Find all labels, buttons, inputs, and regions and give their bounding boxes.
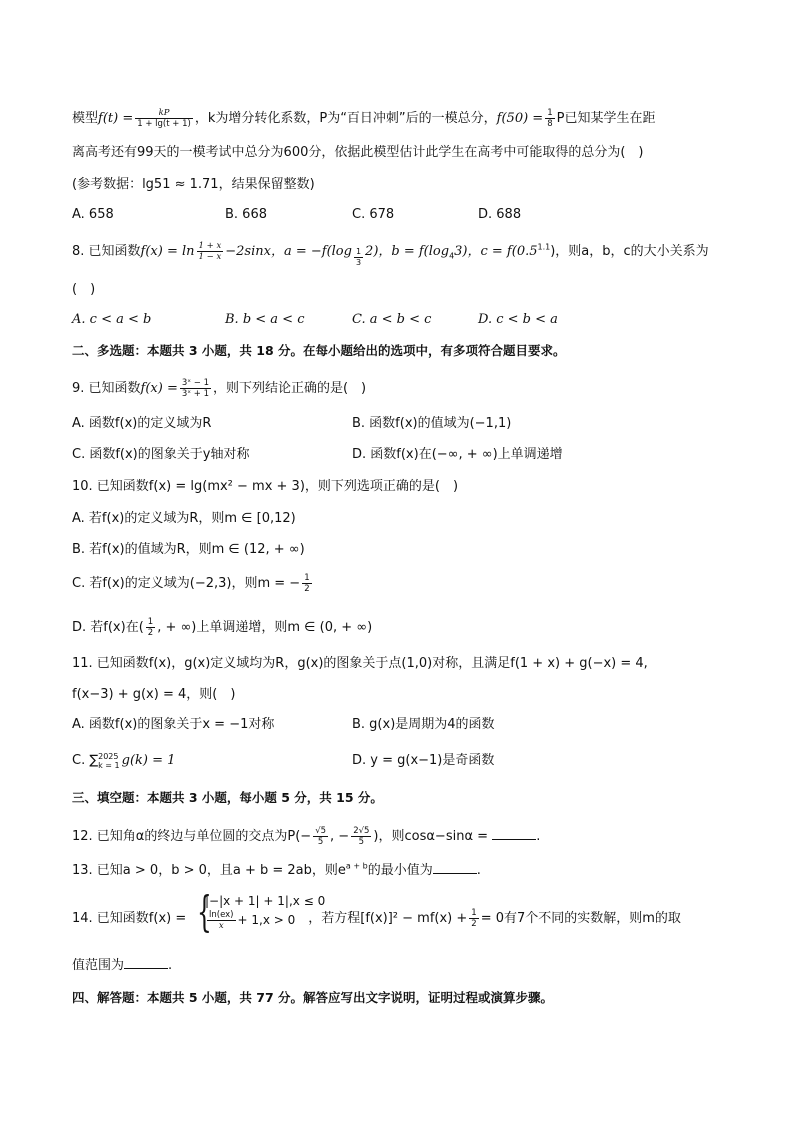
q9-option-d: D. 函数f(x)在(−∞, + ∞)上单调递增 — [352, 447, 563, 462]
q7-option-c: C. 678 — [352, 207, 395, 222]
q11-option-b: B. g(x)是周期为4的函数 — [352, 717, 495, 732]
q7-one-eighth: $\frac{1}{8}$ — [547, 108, 553, 129]
q9-option-a: A. 函数f(x)的定义域为R — [72, 416, 212, 431]
q8-stem: 8. 已知函数f(x) = ln $\frac{1 + x}{1 - x}$ −2sinx，a = −f(log $\frac{1}{3}$ 2)，$b = f(\log_43)$，$c = f(0.5^{1.1})$，则a，b，c的大小关系为 — [72, 241, 709, 267]
q13-answer-blank[interactable] — [433, 861, 477, 874]
q13-stem: 13. 已知a > 0，b > 0，且a + b = 2ab，则$e^{a + b}$的最小值为 . — [72, 861, 481, 878]
piecewise-brace: { — [197, 887, 212, 936]
q10-stem: 10. 已知函数f(x) = lg(mx² − mx + 3)，则下列选项正确的是( ) — [72, 479, 459, 494]
q11-option-c: C. ∑ 2025 k = 1 g(k) = 1 — [72, 751, 176, 770]
q8-fraction: $\frac{1 + x}{1 - x}$ — [198, 241, 222, 262]
q9-option-c: C. 函数f(x)的图象关于y轴对称 — [72, 447, 250, 462]
q14-stem: 14. 已知函数f(x) = ，若方程[f(x)]² − mf(x) + $\frac{1}{2}$ = 0有7个不同的实数解，则m的取 — [72, 908, 681, 929]
q14-line-2: 值范围为 . — [72, 958, 173, 973]
q8-option-b: B. b < a < c — [225, 312, 305, 327]
section-2-heading: 二、多选题：本题共 3 小题，共 18 分。在每小题给出的选项中，有多项符合题目要求。 — [72, 343, 566, 358]
q8-paren: ( ) — [72, 282, 96, 297]
q14-case-2: $\frac{\ln(ex)}{x}$ + 1,x > 0 — [209, 910, 296, 931]
q11-stem-2: f(x−3) + g(x) = 4，则( ) — [72, 687, 236, 702]
q14-half: $\frac{1}{2}$ — [471, 908, 477, 929]
q10-option-d: D. 若f(x)在( $\frac{1}{2}$ , + ∞)上单调递增，则m ∈ (0, + ∞) — [72, 617, 373, 638]
q7-option-a: A. 658 — [72, 207, 114, 222]
q12-answer-blank[interactable] — [492, 827, 536, 840]
q7-reference-data: (参考数据：lg51 ≈ 1.71，结果保留整数) — [72, 177, 315, 192]
section-3-heading: 三、填空题：本题共 3 小题，每小题 5 分，共 15 分。 — [72, 790, 383, 805]
q7-fraction: $\frac{kP}{1 + \lg(t + 1)}$ — [137, 108, 191, 129]
q7-option-b: B. 668 — [225, 207, 267, 222]
q12-frac-1: $\frac{√5}{5}$ — [315, 826, 327, 847]
q8-option-c: C. a < b < c — [352, 312, 432, 327]
q8-option-d: D. c < b < a — [478, 312, 558, 327]
q12-frac-2: $\frac{2√5}{5}$ — [353, 826, 370, 847]
q9-fraction: $\frac{\text{3ˣ − 1}}{\text{3ˣ + 1}}$ — [181, 378, 209, 399]
q11-stem-1: 11. 已知函数f(x)，g(x)定义域均为R，g(x)的图象关于点(1,0)对称，且满足f(1 + x) + g(−x) = 4, — [72, 656, 648, 671]
q8-option-a: A. c < a < b — [72, 312, 152, 327]
q7-line-2: 离高考还有99天的一模考试中总分为600分，依据此模型估计此学生在高考中可能取得的总分为( ) — [72, 145, 644, 160]
q10-option-b: B. 若f(x)的值域为R，则m ∈ (12, + ∞) — [72, 542, 305, 557]
q11-option-d: D. y = g(x−1)是奇函数 — [352, 753, 495, 768]
q9-option-b: B. 函数f(x)的值域为(−1,1) — [352, 416, 512, 431]
q12-stem: 12. 已知角α的终边与单位圆的交点为P(− $\frac{√5}{5}$ , − $\frac{2√5}{5}$ )，则cosα−sinα = . — [72, 826, 541, 847]
q14-case-1: |−|x + 1| + 1|,x ≤ 0 — [205, 894, 326, 908]
q10-c-fraction: $\frac{1}{2}$ — [304, 573, 310, 594]
q14-case-2-fraction: $\frac{\ln(ex)}{x}$ — [209, 910, 234, 931]
q8-log-base: $\frac{1}{3}$ — [355, 247, 362, 267]
q11-option-a: A. 函数f(x)的图象关于x = −1对称 — [72, 717, 275, 732]
section-4-heading: 四、解答题：本题共 5 小题，共 77 分。解答应写出文字说明，证明过程或演算步骤。 — [72, 990, 554, 1005]
q10-option-a: A. 若f(x)的定义域为R，则m ∈ [0,12) — [72, 511, 296, 526]
q10-d-fraction: $\frac{1}{2}$ — [147, 617, 154, 638]
q9-stem: 9. 已知函数f(x) = $\frac{\text{3ˣ − 1}}{\text{3ˣ + 1}}$ ，则下列结论正确的是( ) — [72, 378, 367, 399]
q10-option-c: C. 若f(x)的定义域为(−2,3)，则m = − $\frac{1}{2}$ — [72, 573, 310, 594]
q7-option-d: D. 688 — [478, 207, 522, 222]
q7-line-1: 模型f(t) = $\frac{kP}{1 + \lg(t + 1)}$ ，k为增分转化系数，P为“百日冲刺”后的一模总分，f(50) = $\frac{1}{8}$ P已知某学生在距 — [72, 108, 656, 129]
q14-answer-blank[interactable] — [124, 956, 168, 969]
